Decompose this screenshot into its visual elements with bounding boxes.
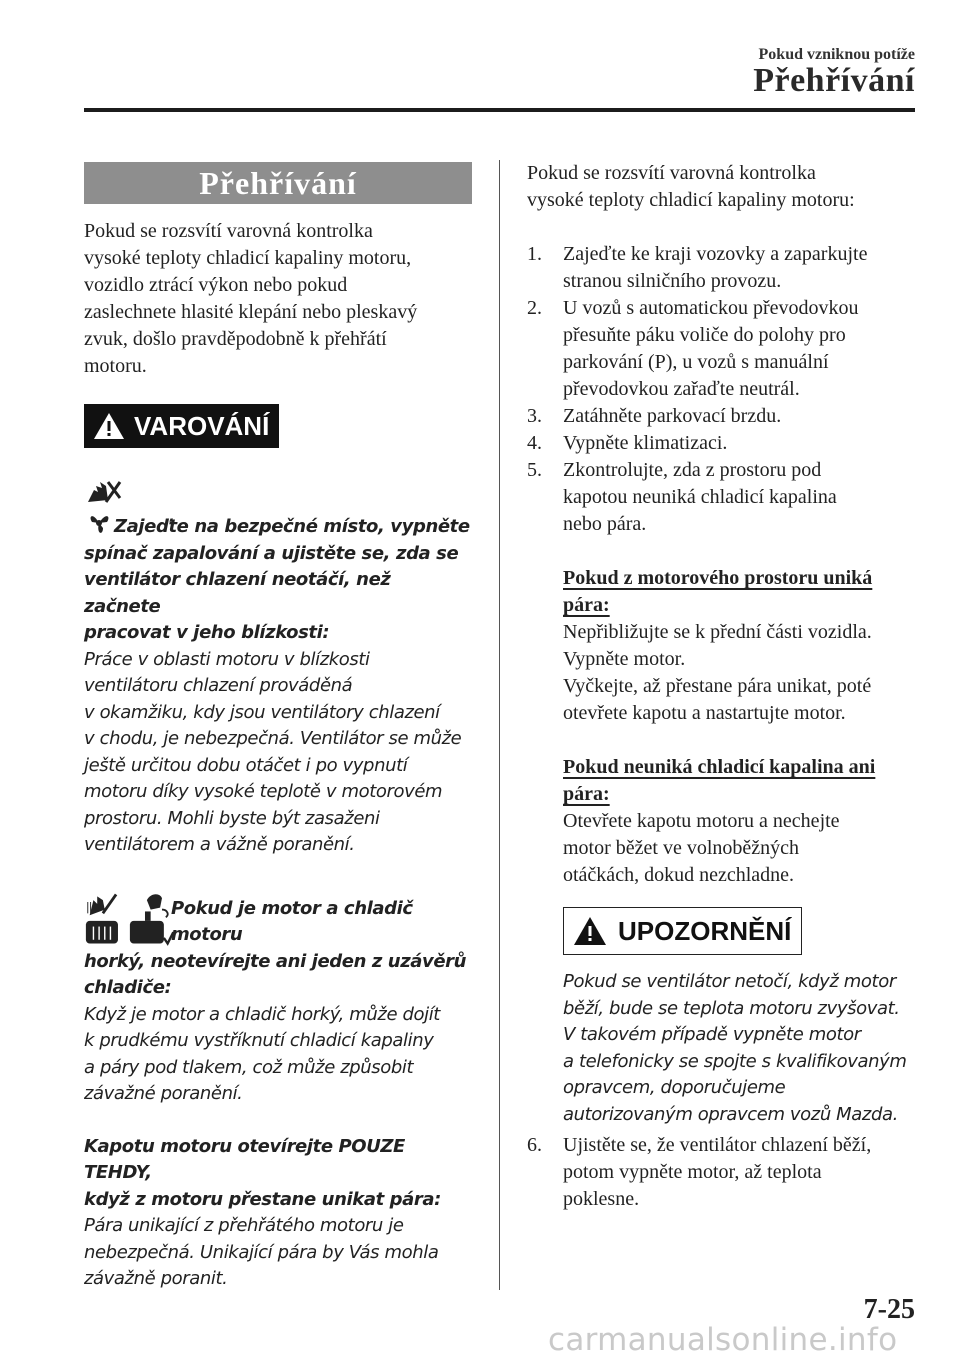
list-item: 1. Zajeďte ke kraji vozovky a zaparkujte stranou silničního provozu. [527, 243, 868, 292]
steps-list [527, 241, 917, 538]
text-line: opravcem, doporučujeme [563, 1077, 786, 1098]
warning-triangle-icon [92, 411, 126, 441]
caution-label-text: UPOZORNĚNÍ [618, 915, 792, 946]
watermark-url: carmanualsonline.info [548, 1322, 898, 1358]
caution-label [563, 907, 802, 955]
text-line: otevřete kapotu a nastartujte motor. [563, 702, 846, 724]
text-line: Otevřete kapotu motoru a nechejte [563, 810, 840, 832]
text-line: Pokud se rozsvítí varovná kontrolka [527, 162, 816, 184]
subheading: Pokud neuniká chladicí kapalina ani [563, 756, 876, 778]
no-hand-radiator-icon [84, 889, 122, 949]
column-divider [499, 160, 500, 1290]
warning-label [84, 404, 279, 448]
text-line: motor běžet ve volnoběžných [563, 837, 800, 859]
text-line: Pokud se rozsvítí varovná kontrolka [84, 220, 373, 242]
case-steam [527, 565, 917, 727]
text-line: Vyčkejte, až přestane pára unikat, poté [563, 675, 872, 697]
text-line: zvuk, došlo pravděpodobně k přehřátí [84, 328, 387, 350]
caution-triangle-icon [572, 915, 608, 947]
text-line: nebezpečná. Unikající pára by Vás mohla [84, 1241, 439, 1263]
text-line: závažně poranit. [84, 1268, 228, 1289]
warning-radiator [84, 889, 472, 1108]
text-line: v chodu, je nebezpečná. Ventilátor se může [84, 728, 462, 749]
text-line: Práce v oblasti motoru v blízkosti [84, 648, 370, 670]
text-line: ventilátorem a vážně poranění. [84, 834, 355, 855]
text-line: běží, bude se teplota motoru zvyšovat. [563, 997, 900, 1019]
intro-paragraph [84, 218, 472, 380]
warning-label-text: VAROVÁNÍ [134, 410, 270, 441]
text-line: Nepřibližujte se k přední části vozidla. [563, 621, 872, 643]
page-heading: Přehřívání [753, 62, 915, 99]
text-line: autorizovaným opravcem vozů Mazda. [563, 1103, 898, 1125]
text-line: spínač zapalování a ujistěte se, zda se [84, 542, 459, 564]
fan-icon [84, 510, 114, 536]
text-line: vysoké teploty chladicí kapaliny motoru, [84, 247, 412, 269]
text-line: ventilátoru chlazení prováděná [84, 675, 353, 696]
text-line: chladiče: [84, 977, 172, 998]
text-line: horký, neotevírejte ani jeden z uzávěrů [84, 950, 467, 972]
no-hand-icon [84, 476, 124, 508]
subheading: pára: [563, 594, 610, 616]
right-column [527, 160, 917, 1213]
text-line: Když je motor a chladič horký, může dojít [84, 1003, 440, 1025]
text-line: pracovat v jeho blízkosti: [84, 622, 330, 643]
page-number: 7-25 [863, 1294, 915, 1325]
chapter-title: Pokud vzniknou potíže [758, 46, 915, 63]
warning-steam [84, 1134, 472, 1293]
hot-radiator-cap-icon [128, 889, 175, 949]
left-column [84, 162, 472, 1293]
list-item: 6. Ujistěte se, že ventilátor chlazení běží, potom vypněte motor, až teplota poklesne. [527, 1134, 872, 1210]
text-line: Pokud se ventilátor netočí, když motor [563, 971, 896, 992]
text-line: v okamžiku, kdy jsou ventilátory chlazení [84, 701, 440, 723]
text-line: prostoru. Mohli byste být zasaženi [84, 807, 380, 829]
subheading: Pokud z motorového prostoru uniká [563, 567, 873, 589]
header-rule [84, 108, 915, 112]
text-line: a páry pod tlakem, což může způsobit [84, 1056, 414, 1078]
text-line: motoru díky vysoké teplotě v motorovém [84, 781, 443, 802]
list-item: 3. Zatáhněte parkovací brzdu. [527, 405, 782, 427]
text-line: ventilátor chlazení neotáčí, než začnete [84, 569, 391, 617]
text-line: k prudkému vystříknutí chladicí kapaliny [84, 1030, 434, 1051]
text-line: otáčkách, dokud nezchladne. [563, 864, 795, 886]
text-line: Kapotu motoru otevírejte POUZE TEHDY, [84, 1135, 405, 1183]
text-line: a telefonicky se spojte s kvalifikovaným [563, 1050, 907, 1072]
warning-bold-text: Zajeďte na bezpečné místo, vypněte [84, 510, 472, 541]
text-line: když z motoru přestane unikat pára: [84, 1188, 441, 1210]
subheading: pára: [563, 783, 610, 805]
text-line: Pokud je motor a chladič motoru [170, 897, 413, 945]
text-line: motoru. [84, 355, 147, 377]
list-item: 5. Zkontrolujte, zda z prostoru pod kapotou neuniká chladicí kapalina nebo pára. [527, 459, 837, 535]
text-line: závažné poranění. [84, 1083, 243, 1104]
list-item: 4. Vypněte klimatizaci. [527, 432, 728, 454]
section-title: Přehřívání [84, 162, 472, 204]
text-line: zaslechnete hlasité klepání nebo pleskavý [84, 301, 418, 323]
text-line: vozidlo ztrácí výkon nebo pokud [84, 274, 348, 296]
warning-fan [84, 476, 472, 859]
text-line: Pára unikající z přehřátého motoru je [84, 1215, 404, 1236]
steps-list-continued [527, 1132, 917, 1213]
text-line: vysoké teploty chladicí kapaliny motoru: [527, 189, 855, 211]
text-line: V takovém případě vypněte motor [563, 1024, 861, 1045]
text-line: ještě určitou dobu otáčet i po vypnutí [84, 754, 408, 776]
text-line: Vypněte motor. [563, 648, 686, 670]
caution-block [527, 907, 917, 1128]
case-no-steam [527, 754, 917, 889]
list-item: 2. U vozů s automatickou převodovkou přesuňte páku voliče do polohy pro parkování (P), u vozů s manuální převodovkou zařaďte neutrál. [527, 297, 859, 400]
